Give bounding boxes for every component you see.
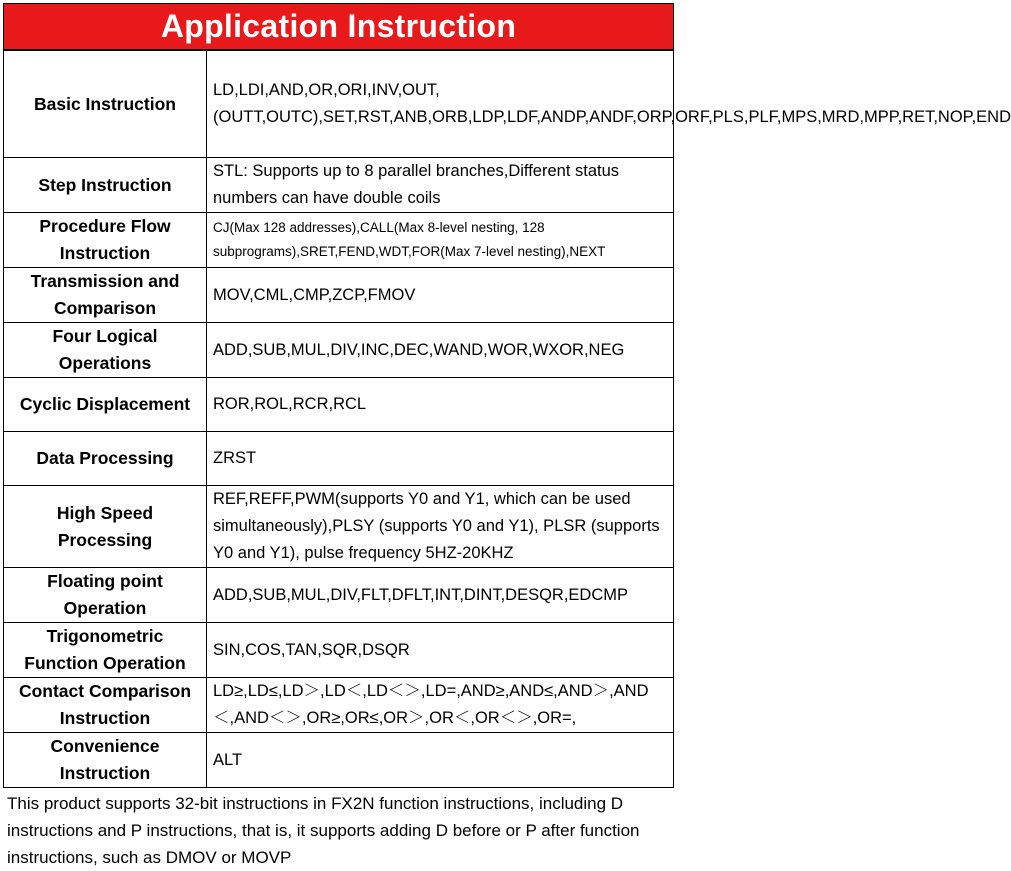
row-label: Convenience Instruction xyxy=(4,733,207,788)
table-row xyxy=(4,378,674,432)
row-label: Floating point Operation xyxy=(4,568,207,623)
row-label: Four Logical Operations xyxy=(4,323,207,378)
row-value: CJ(Max 128 addresses),CALL(Max 8-level nesting, 128 subprograms),SRET,FEND,WDT,FOR(Max 7-level nesting),NEXT xyxy=(207,213,674,268)
row-label: Data Processing xyxy=(4,432,207,486)
instruction-table xyxy=(3,50,1011,788)
table-row xyxy=(4,323,674,378)
row-label: High Speed Processing xyxy=(4,486,207,568)
row-value: MOV,CML,CMP,ZCP,FMOV xyxy=(207,268,674,323)
instruction-sheet xyxy=(3,3,1011,871)
row-label: Contact Comparison Instruction xyxy=(4,678,207,733)
table-row xyxy=(4,268,674,323)
row-value: REF,REFF,PWM(supports Y0 and Y1, which can be used simultaneously),PLSY (supports Y0 and Y1), PLSR (supports Y0 and Y1), pulse frequency 5HZ-20KHZ xyxy=(207,486,674,568)
table-row xyxy=(4,733,674,788)
table-row xyxy=(4,486,674,568)
row-value: ADD,SUB,MUL,DIV,INC,DEC,WAND,WOR,WXOR,NEG xyxy=(207,323,674,378)
row-value: ZRST xyxy=(207,432,674,486)
row-label: Basic Instruction xyxy=(4,51,207,158)
row-value: SIN,COS,TAN,SQR,DSQR xyxy=(207,623,674,678)
row-label: Step Instruction xyxy=(4,158,207,213)
row-value: LD≥,LD≤,LD＞,LD＜,LD＜＞,LD=,AND≥,AND≤,AND＞,AND＜,AND＜＞,OR≥,OR≤,OR＞,OR＜,OR＜＞,OR=, xyxy=(207,678,674,733)
table-row xyxy=(4,678,674,733)
footnote: This product supports 32-bit instructions in FX2N function instructions, including D instructions and P instructions, that is, it supports adding D before or P after function instructions, such as DMOV or MOVP xyxy=(7,794,640,867)
row-value: ALT xyxy=(207,733,674,788)
row-value: STL: Supports up to 8 parallel branches,Different status numbers can have double coils xyxy=(207,158,674,213)
page-title: Application Instruction xyxy=(3,3,674,50)
table-row xyxy=(4,623,674,678)
table-row xyxy=(4,213,674,268)
table-row xyxy=(4,158,674,213)
row-label: Cyclic Displacement xyxy=(4,378,207,432)
row-label: Transmission and Comparison xyxy=(4,268,207,323)
table-row xyxy=(4,568,674,623)
row-value: ROR,ROL,RCR,RCL xyxy=(207,378,674,432)
table-row xyxy=(4,432,674,486)
row-value: LD,LDI,AND,OR,ORI,INV,OUT,(OUTT,OUTC),SET,RST,ANB,ORB,LDP,LDF,ANDP,ANDF,ORP,ORF,PLS,PLF,MPS,MRD,MPP,RET,NOP,END xyxy=(207,51,674,158)
table-row xyxy=(4,51,674,158)
row-label: Trigonometric Function Operation xyxy=(4,623,207,678)
row-value: ADD,SUB,MUL,DIV,FLT,DFLT,INT,DINT,DESQR,EDCMP xyxy=(207,568,674,623)
row-label: Procedure Flow Instruction xyxy=(4,213,207,268)
